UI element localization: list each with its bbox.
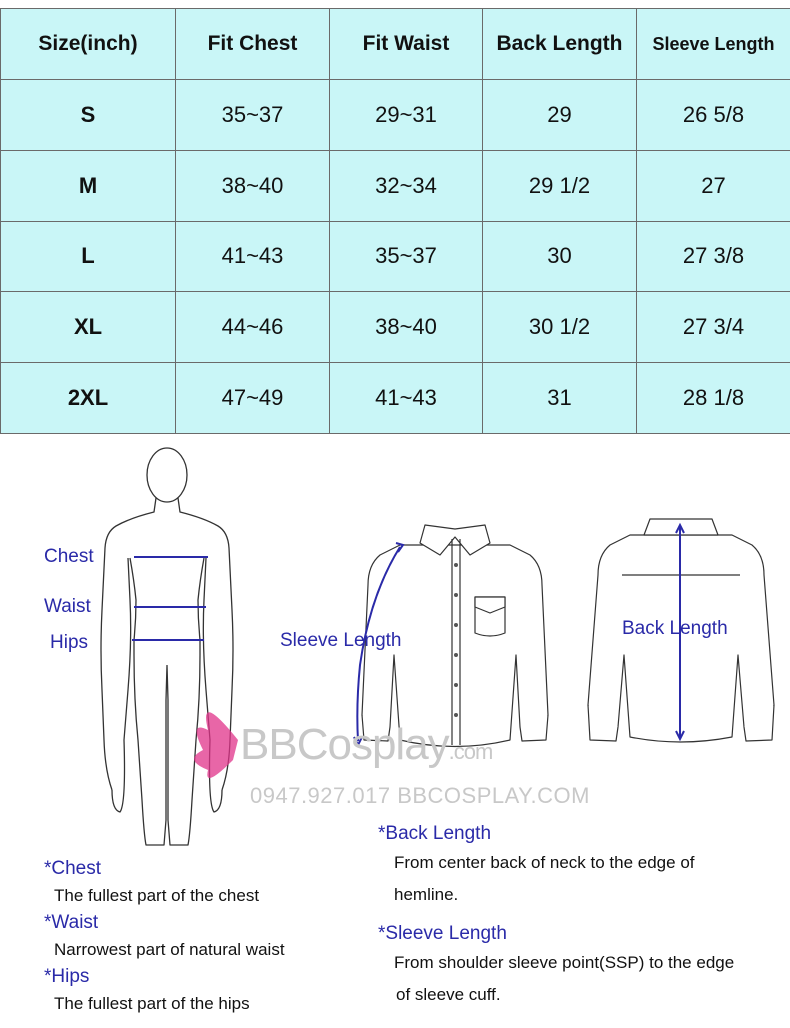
note-chest-title: *Chest	[44, 858, 102, 879]
cell-chest: 41~43	[176, 221, 330, 292]
cell-chest: 44~46	[176, 292, 330, 363]
header-back-length: Back Length	[483, 9, 637, 80]
cell-back: 29 1/2	[483, 150, 637, 221]
note-back-desc-1: From center back of neck to the edge of	[394, 853, 695, 872]
cell-size: S	[1, 80, 176, 151]
cell-waist: 38~40	[330, 292, 483, 363]
note-waist-title: *Waist	[44, 912, 99, 933]
size-table	[0, 8, 790, 434]
table-header-row	[1, 9, 790, 80]
cell-sleeve: 27 3/4	[637, 292, 790, 363]
header-fit-waist: Fit Waist	[330, 9, 483, 80]
watermark-domain: .com	[448, 739, 493, 764]
cell-sleeve: 27	[637, 150, 790, 221]
cell-back: 30	[483, 221, 637, 292]
label-chest: Chest	[44, 546, 94, 567]
body-notes	[44, 858, 285, 1014]
header-sleeve-length: Sleeve Length	[637, 9, 790, 80]
cell-size: XL	[1, 292, 176, 363]
size-chart	[0, 8, 790, 433]
watermark-brand	[240, 720, 492, 770]
table-row	[1, 221, 790, 292]
watermark-brand-name: BBCosplay	[240, 720, 449, 769]
cell-sleeve: 27 3/8	[637, 221, 790, 292]
cell-chest: 47~49	[176, 363, 330, 434]
cell-waist: 32~34	[330, 150, 483, 221]
label-back-length: Back Length	[622, 618, 728, 639]
note-hips-title: *Hips	[44, 966, 90, 987]
cell-sleeve: 28 1/8	[637, 363, 790, 434]
note-sleeve-desc-2: of sleeve cuff.	[396, 985, 501, 1004]
shirt-notes	[378, 823, 734, 1005]
table-row	[1, 363, 790, 434]
cell-waist: 35~37	[330, 221, 483, 292]
watermark-contact: 0947.927.017 BBCOSPLAY.COM	[250, 783, 590, 808]
note-back-title: *Back Length	[378, 823, 492, 844]
label-hips: Hips	[50, 632, 89, 653]
note-sleeve-title: *Sleeve Length	[378, 923, 507, 944]
header-size: Size(inch)	[1, 9, 176, 80]
cell-chest: 38~40	[176, 150, 330, 221]
cell-waist: 29~31	[330, 80, 483, 151]
cell-waist: 41~43	[330, 363, 483, 434]
cell-size: L	[1, 221, 176, 292]
cell-size: M	[1, 150, 176, 221]
cell-size: 2XL	[1, 363, 176, 434]
cell-chest: 35~37	[176, 80, 330, 151]
header-fit-chest: Fit Chest	[176, 9, 330, 80]
label-waist: Waist	[44, 596, 91, 617]
cell-back: 29	[483, 80, 637, 151]
note-back-desc-2: hemline.	[394, 885, 459, 904]
cell-back: 31	[483, 363, 637, 434]
cell-sleeve: 26 5/8	[637, 80, 790, 151]
table-row	[1, 80, 790, 151]
note-chest-desc: The fullest part of the chest	[54, 886, 260, 905]
note-waist-desc: Narrowest part of natural waist	[54, 940, 285, 959]
table-row	[1, 292, 790, 363]
cell-back: 30 1/2	[483, 292, 637, 363]
label-sleeve-length: Sleeve Length	[280, 630, 402, 651]
table-row	[1, 150, 790, 221]
note-hips-desc: The fullest part of the hips	[54, 994, 250, 1013]
note-sleeve-desc-1: From shoulder sleeve point(SSP) to the edge	[394, 953, 735, 972]
butterfly-logo-icon	[178, 690, 248, 800]
